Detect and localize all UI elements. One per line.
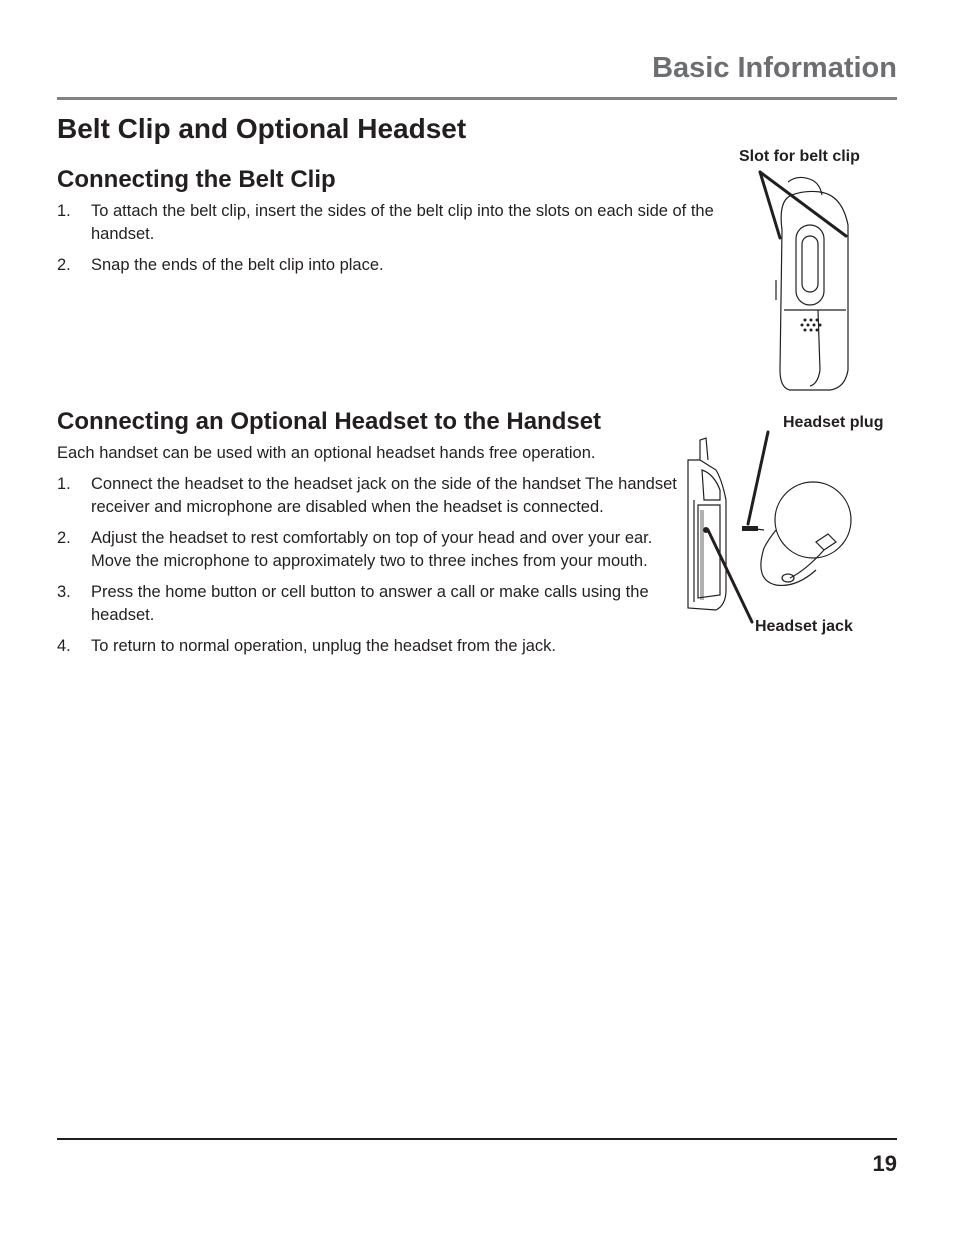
list-item bbox=[57, 527, 687, 573]
page-number: 19 bbox=[872, 1151, 897, 1176]
headset-intro: Each handset can be used with an optional headset hands free operation. bbox=[57, 444, 596, 462]
step-number: 2. bbox=[57, 529, 71, 547]
step-text: Press the home button or cell button to answer a call or make calls using the headset. bbox=[91, 583, 649, 624]
step-number: 2. bbox=[57, 256, 71, 274]
step-text: Adjust the headset to rest comfortably on top of your head and over your ear. Move the microphone to approximately two to three inches from your mouth. bbox=[91, 529, 653, 570]
headset-heading: Connecting an Optional Headset to the Handset bbox=[57, 408, 602, 435]
list-item bbox=[57, 581, 687, 627]
step-text: To attach the belt clip, insert the sides of the belt clip into the slots on each side of the handset. bbox=[91, 202, 714, 243]
headset-steps bbox=[57, 473, 687, 666]
step-text: Snap the ends of the belt clip into place. bbox=[91, 256, 384, 274]
footer-rule bbox=[57, 1138, 897, 1140]
page-title: Belt Clip and Optional Headset bbox=[57, 113, 467, 144]
step-number: 4. bbox=[57, 637, 71, 655]
slot-label: Slot for belt clip bbox=[739, 148, 860, 165]
step-text: Connect the headset to the headset jack on the side of the handset The handset receiver and microphone are disabled when the headset is connected. bbox=[91, 475, 677, 516]
list-item bbox=[57, 254, 727, 277]
header-rule bbox=[57, 97, 897, 100]
belt-clip-steps bbox=[57, 200, 727, 285]
handset-back-illustration bbox=[760, 170, 860, 395]
belt-clip-heading: Connecting the Belt Clip bbox=[57, 166, 336, 193]
step-number: 1. bbox=[57, 475, 71, 493]
list-item bbox=[57, 200, 727, 246]
headset-illustration bbox=[686, 430, 866, 615]
section-title: Basic Information bbox=[652, 52, 897, 84]
headset-plug-label: Headset plug bbox=[783, 414, 884, 431]
list-item bbox=[57, 473, 687, 519]
step-text: To return to normal operation, unplug the headset from the jack. bbox=[91, 637, 557, 655]
list-item bbox=[57, 635, 687, 658]
step-number: 1. bbox=[57, 202, 71, 220]
step-number: 3. bbox=[57, 583, 71, 601]
headset-jack-label: Headset jack bbox=[755, 618, 853, 635]
